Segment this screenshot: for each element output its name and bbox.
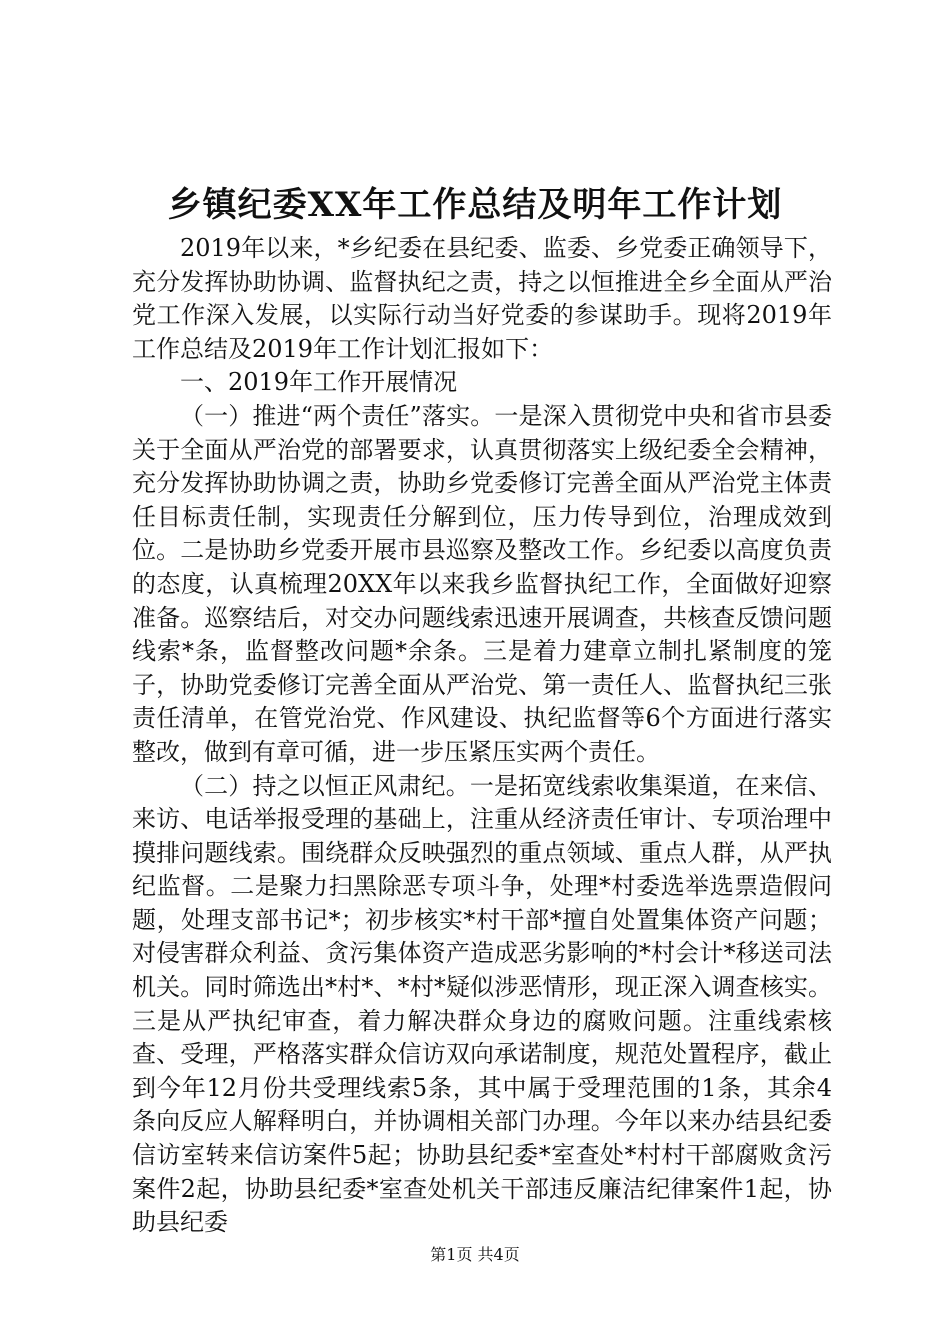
page-footer: 第1页 共4页	[430, 1245, 520, 1264]
section-heading: 一、2019年工作开展情况	[180, 368, 458, 397]
body-paragraph: （一）推进“两个责任”落实。一是深入贯彻党中央和省市县委关于全面从严治党的部署要求，认真贯彻落实上级纪委全会精神，充分发挥协助协调之责，协助乡党委修订完善全面从严治党主体责任目标责任制，实现责任分解到位，压力传导到位，治理成效到位。二是协助乡党委开展市县巡察及整改工作。乡纪委以高度负责的态度，认真梳理20XX年以来我乡监督执纪工作，全面做好迎察准备。巡察结后，对交办问题线索迅速开展调查，共核查反馈问题线索*条，监督整改问题*余条。三是着力建章立制扎紧制度的笼子，协助党委修订完善全面从严治党、第一责任人、监督执纪三张责任清单，在管党治党、作风建设、执纪监督等6个方面进行落实整改，做到有章可循，进一步压紧压实两个责任。	[132, 401, 832, 766]
body-paragraph: （二）持之以恒正风肃纪。一是拓宽线索收集渠道，在来信、来访、电话举报受理的基础上，注重从经济责任审计、专项治理中摸排问题线索。围绕群众反映强烈的重点领域、重点人群，从严执纪监督。二是聚力扫黑除恶专项斗争，处理*村委选举选票造假问题，处理支部书记*；初步核实*村干部*擅自处置集体资产问题；对侵害群众利益、贪污集体资产造成恶劣影响的*村会计*移送司法机关。同时筛选出*村*、*村*疑似涉恶情形，现正深入调查核实。三是从严执纪审查，着力解决群众身边的腐败问题。注重线索核查、受理，严格落实群众信访双向承诺制度，规范处置程序，截止到今年12月份共受理线索5条，其中属于受理范围的1条，其余4条向反应人解释明白，并协调相关部门办理。今年以来办结县纪委信访室转来信访案件5起；协助县纪委*室查处*村村干部腐败贪污案件2起，协助县纪委*室查处机关干部违反廉洁纪律案件1起，协助县纪委	[132, 771, 832, 1237]
document-body	[132, 232, 832, 1240]
intro-paragraph: 2019年以来，*乡纪委在县纪委、监委、乡党委正确领导下，充分发挥协助协调、监督执纪之责，持之以恒推进全乡全面从严治党工作深入发展，以实际行动当好党委的参谋助手。现将2019年工作总结及2019年工作计划汇报如下：	[132, 234, 832, 363]
document-title: 乡镇纪委XX年工作总结及明年工作计划	[167, 185, 783, 225]
